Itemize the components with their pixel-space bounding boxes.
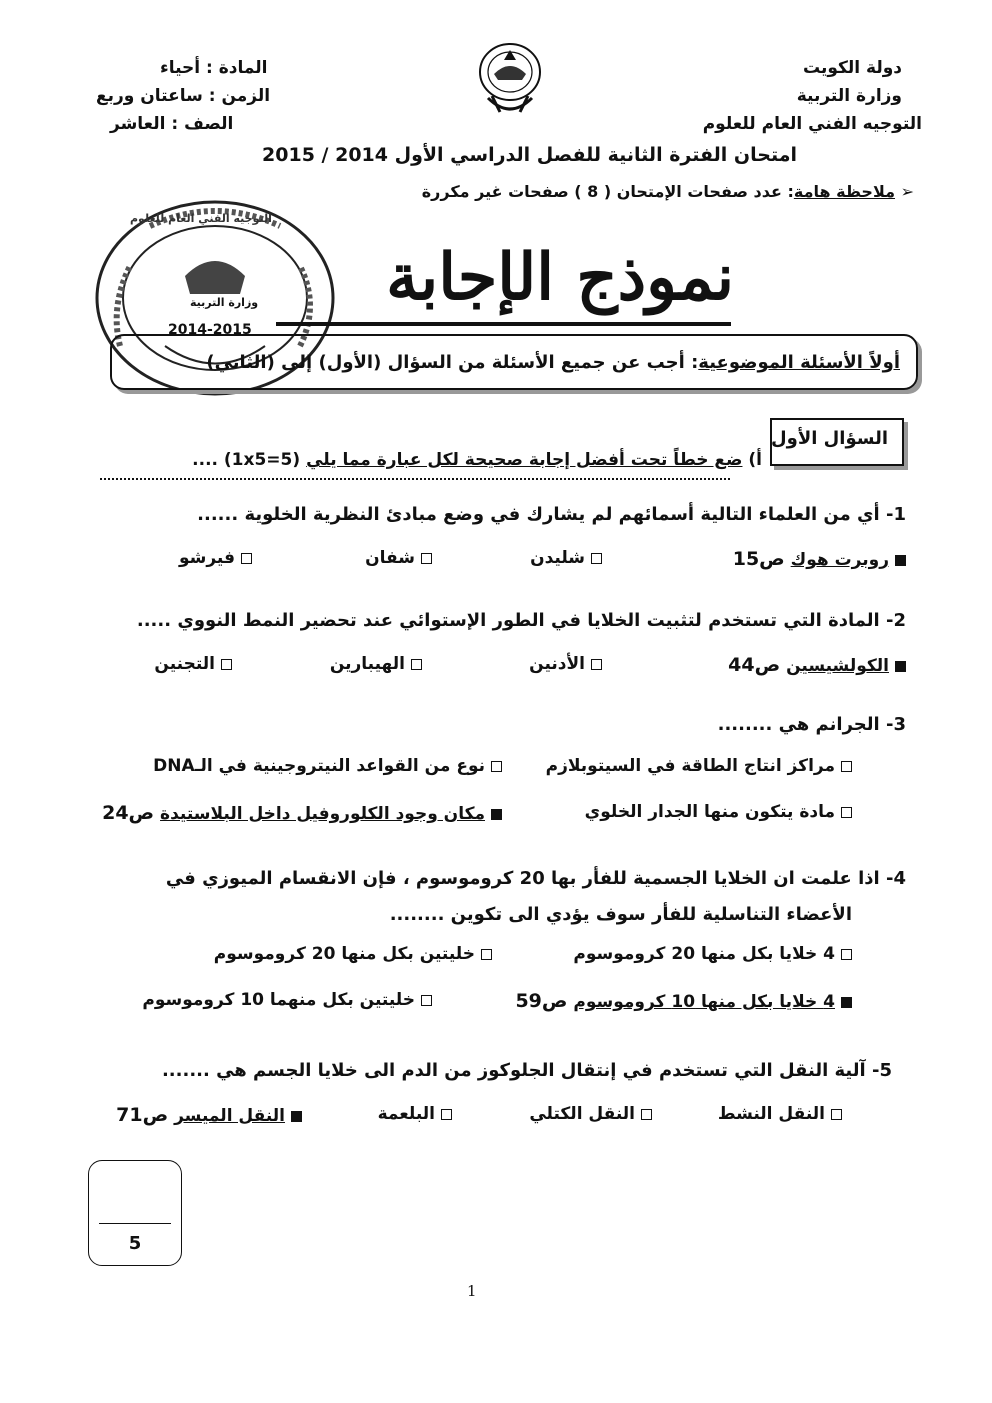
item-4-option-c[interactable]: 4 خلايا بكل منها 10 كروموسوم ص59 xyxy=(515,990,852,1012)
checkbox-icon xyxy=(421,553,432,564)
part-a-dotted-rule xyxy=(100,478,730,480)
item-3-option-a[interactable]: مراكز انتاج الطاقة في السيتوبلازم xyxy=(546,756,852,776)
item-1-option-a[interactable]: روبرت هوك ص15 xyxy=(733,548,906,570)
item-3-options-row-2 xyxy=(0,802,992,832)
item-4-option-b[interactable]: خليتين بكل منها 20 كروموسوم xyxy=(214,944,492,964)
checkbox-icon xyxy=(591,659,602,670)
checkbox-icon xyxy=(411,659,422,670)
item-2-option-a[interactable]: الكولشيسين ص44 xyxy=(728,654,906,676)
checkbox-icon xyxy=(591,553,602,564)
selected-checkbox-icon xyxy=(491,809,502,820)
header-country: دولة الكويت xyxy=(802,58,902,78)
section-instruction-text: : أجب عن جميع الأسئلة من السؤال (الأول) إلى (الثاني) xyxy=(206,352,699,373)
item-4-stem xyxy=(166,868,906,889)
item-5-ref: ص71 xyxy=(116,1104,169,1126)
item-5-option-c[interactable]: البلعمة xyxy=(378,1104,452,1124)
item-4-text: اذا علمت ان الخلايا الجسمية للفأر بها 20 كروموسوم ، فإن الانقسام الميوزي في xyxy=(165,868,880,889)
item-2-ref: ص44 xyxy=(728,654,781,676)
item-2-options xyxy=(0,654,992,684)
checkbox-icon xyxy=(831,1109,842,1120)
item-3-number: 3- xyxy=(885,714,906,735)
header-grade: الصف : العاشر xyxy=(110,114,234,134)
item-5-option-b[interactable]: النقل الكتلي xyxy=(529,1104,652,1124)
item-4-options-row-2 xyxy=(0,990,992,1020)
item-4-stem-line-2: الأعضاء التناسلية للفأر سوف يؤدي الى تكوين ........ xyxy=(389,904,852,925)
exam-title: امتحان الفترة الثانية للفصل الدراسي الأول 2014 / 2015 xyxy=(262,144,797,166)
header-department: التوجيه الفني العام للعلوم xyxy=(702,114,922,134)
header-ministry: وزارة التربية xyxy=(796,86,902,106)
note-line xyxy=(422,182,914,201)
selected-checkbox-icon xyxy=(841,997,852,1008)
checkbox-icon xyxy=(221,659,232,670)
item-3-stem xyxy=(718,714,906,735)
item-2-option-c[interactable]: الهيبارين xyxy=(330,654,422,674)
item-1-stem xyxy=(197,504,906,525)
item-2-option-b[interactable]: الأدنين xyxy=(529,654,602,674)
item-1-number: 1- xyxy=(885,504,906,525)
item-3-text: الجرانم هي ........ xyxy=(717,714,880,735)
item-5-number: 5- xyxy=(871,1060,892,1081)
part-a-letter: أ) xyxy=(748,450,762,470)
checkbox-icon xyxy=(491,761,502,772)
item-5-stem xyxy=(162,1060,892,1081)
item-5-option-d[interactable]: النقل الميسر ص71 xyxy=(116,1104,302,1126)
stamp-text: التوجيه الفني العام للعلوم xyxy=(130,212,272,225)
item-4-options-row-1 xyxy=(0,944,992,974)
item-1-text: أي من العلماء التالية أسمائهم لم يشارك في وضع مبادئ النظرية الخلوية ...... xyxy=(197,504,880,525)
checkbox-icon xyxy=(841,807,852,818)
question-one-title: السؤال الأول xyxy=(771,428,888,449)
item-5-option-a[interactable]: النقل النشط xyxy=(718,1104,842,1124)
title-underline xyxy=(276,322,731,326)
item-1-ref: ص15 xyxy=(732,548,785,570)
score-box xyxy=(88,1160,182,1266)
checkbox-icon xyxy=(481,949,492,960)
checkbox-icon xyxy=(241,553,252,564)
item-2-option-d[interactable]: التجنين xyxy=(154,654,232,674)
selected-checkbox-icon xyxy=(895,555,906,566)
item-1-option-c[interactable]: شفان xyxy=(365,548,432,568)
item-3-options-row-1 xyxy=(0,756,992,786)
section-instruction xyxy=(206,352,900,373)
stamp-ministry: وزارة التربية xyxy=(190,296,259,309)
checkbox-icon xyxy=(841,949,852,960)
item-4-number: 4- xyxy=(885,868,906,889)
header-subject: المادة : أحياء xyxy=(160,58,268,78)
section-label: أولاً الأسئلة الموضوعية xyxy=(698,352,900,373)
score-box-divider xyxy=(99,1223,171,1224)
item-2-number: 2- xyxy=(885,610,906,631)
item-5-text: آلية النقل التي تستخدم في إنتقال الجلوكوز من الدم الى خلايا الجسم هي ....... xyxy=(161,1060,866,1081)
page-number: 1 xyxy=(467,1282,477,1300)
item-3-option-d[interactable]: مكان وجود الكلوروفيل داخل البلاستيدة ص24 xyxy=(102,802,502,824)
kuwait-emblem-icon xyxy=(474,40,546,124)
checkbox-icon xyxy=(441,1109,452,1120)
note-text: : عدد صفحات الإمتحان ( 8 ) صفحات غير مكررة xyxy=(421,182,794,201)
header-duration: الزمن : ساعتان وربع xyxy=(96,86,271,106)
item-4-option-d[interactable]: خليتين بكل منهما 10 كروموسوم xyxy=(142,990,432,1010)
score-value: 5 xyxy=(128,1233,142,1254)
answer-key-title: نموذج الإجابة xyxy=(386,240,734,315)
note-label: ملاحظة هامة xyxy=(793,182,896,201)
item-5-options xyxy=(0,1104,992,1134)
checkbox-icon xyxy=(841,761,852,772)
part-a-line xyxy=(192,450,762,470)
selected-checkbox-icon xyxy=(895,661,906,672)
selected-checkbox-icon xyxy=(291,1111,302,1122)
checkbox-icon xyxy=(421,995,432,1006)
item-4-ref: ص59 xyxy=(515,990,568,1012)
note-arrow-icon: ➢ xyxy=(900,182,914,201)
item-1-option-d[interactable]: فيرشو xyxy=(179,548,252,568)
part-a-text: ضع خطاً تحت أفضل إجابة صحيحة لكل عبارة مما يلي xyxy=(306,450,743,470)
item-1-option-b[interactable]: شليدن xyxy=(530,548,602,568)
item-4-option-a[interactable]: 4 خلايا بكل منها 20 كروموسوم xyxy=(573,944,852,964)
checkbox-icon xyxy=(641,1109,652,1120)
part-a-score: .... (1x5=5) xyxy=(192,450,301,470)
item-3-option-b[interactable]: نوع من القواعد النيتروجينية في الـDNA xyxy=(153,756,502,776)
item-3-option-c[interactable]: مادة يتكون منها الجدار الخلوي xyxy=(585,802,852,822)
item-3-ref: ص24 xyxy=(102,802,155,824)
item-1-options xyxy=(0,548,992,578)
item-2-text: المادة التي تستخدم لتثبيت الخلايا في الطور الإستوائي عند تحضير النمط النووي ..... xyxy=(136,610,880,631)
stamp-year: 2014-2015 xyxy=(168,322,252,338)
item-2-stem xyxy=(137,610,906,631)
